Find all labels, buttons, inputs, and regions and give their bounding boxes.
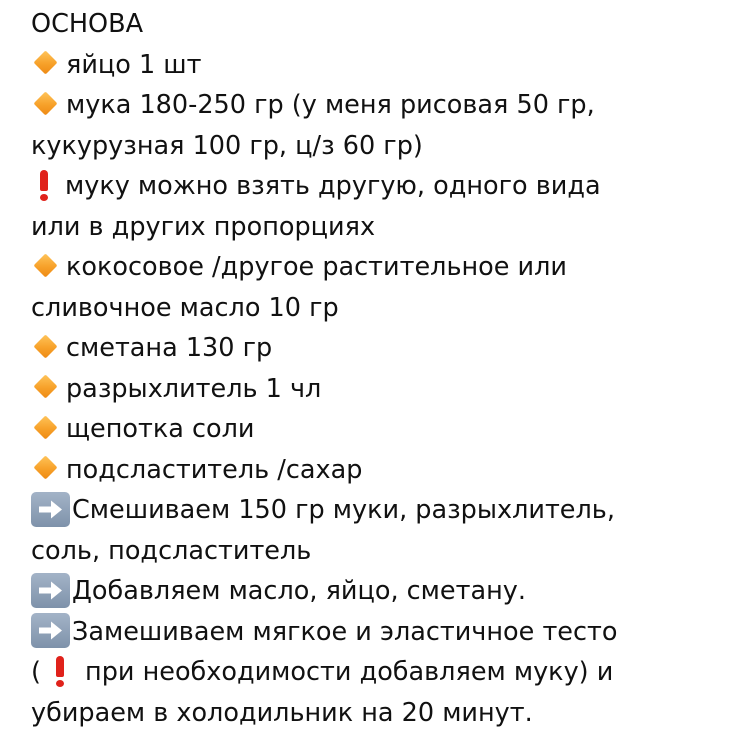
- line-text: при необходимости добавляем муку) и: [76, 657, 614, 687]
- note-line: [31, 328, 731, 369]
- line-text: Добавляем масло, яйцо, сметану.: [72, 576, 526, 606]
- note-title: [31, 4, 731, 45]
- note-line: [31, 612, 731, 653]
- orange-diamond-icon: [33, 415, 57, 439]
- line-text: ОСНОВА: [31, 9, 144, 39]
- note-line: [31, 45, 731, 86]
- red-exclamation-icon: [51, 656, 69, 686]
- note-line: [31, 490, 731, 531]
- line-text: кокосовое /другое растительное или: [66, 252, 567, 282]
- line-text: муку можно взять другую, одного вида: [65, 171, 601, 201]
- line-text: Замешиваем мягкое и эластичное тесто: [72, 616, 618, 647]
- red-exclamation-icon: [35, 170, 53, 200]
- line-text: Смешиваем 150 гр муки, разрыхлитель,: [72, 495, 615, 525]
- orange-diamond-icon: [33, 91, 57, 115]
- line-text: щепотка соли: [66, 414, 255, 444]
- note-line: [31, 85, 731, 126]
- note-line: [31, 288, 731, 329]
- note-line: [31, 450, 731, 491]
- line-text: разрыхлитель 1 чл: [66, 373, 322, 404]
- line-text: сливочное масло 10 гр: [31, 292, 339, 323]
- note-line: [31, 166, 731, 207]
- orange-diamond-icon: [33, 455, 57, 479]
- right-arrow-icon: [31, 492, 70, 527]
- note-line: [31, 126, 731, 167]
- line-text: соль, подсластитель: [31, 535, 312, 566]
- right-arrow-icon: [31, 613, 70, 648]
- note-line: [31, 693, 731, 734]
- line-text: сметана 130 гр: [66, 333, 273, 363]
- note-line: [31, 531, 731, 572]
- note-line: [31, 247, 731, 288]
- note-line: [31, 571, 731, 612]
- line-text: мука 180-250 гр (у меня рисовая 50 гр,: [66, 90, 595, 120]
- note-line: [31, 369, 731, 410]
- line-text: яйцо 1 шт: [66, 49, 202, 80]
- line-text: подсластитель /сахар: [66, 454, 363, 485]
- orange-diamond-icon: [33, 253, 57, 277]
- orange-diamond-icon: [33, 334, 57, 358]
- note-line: [31, 409, 731, 450]
- note-line: [31, 207, 731, 248]
- line-text: кукурузная 100 гр, ц/з 60 гр): [31, 130, 423, 161]
- note-line: [31, 652, 731, 693]
- right-arrow-icon: [31, 573, 70, 608]
- line-text: или в других пропорциях: [31, 211, 376, 242]
- line-text: (: [31, 657, 41, 687]
- recipe-note: [31, 4, 731, 733]
- line-text: убираем в холодильник на 20 минут.: [31, 697, 533, 728]
- orange-diamond-icon: [33, 50, 57, 74]
- orange-diamond-icon: [33, 374, 57, 398]
